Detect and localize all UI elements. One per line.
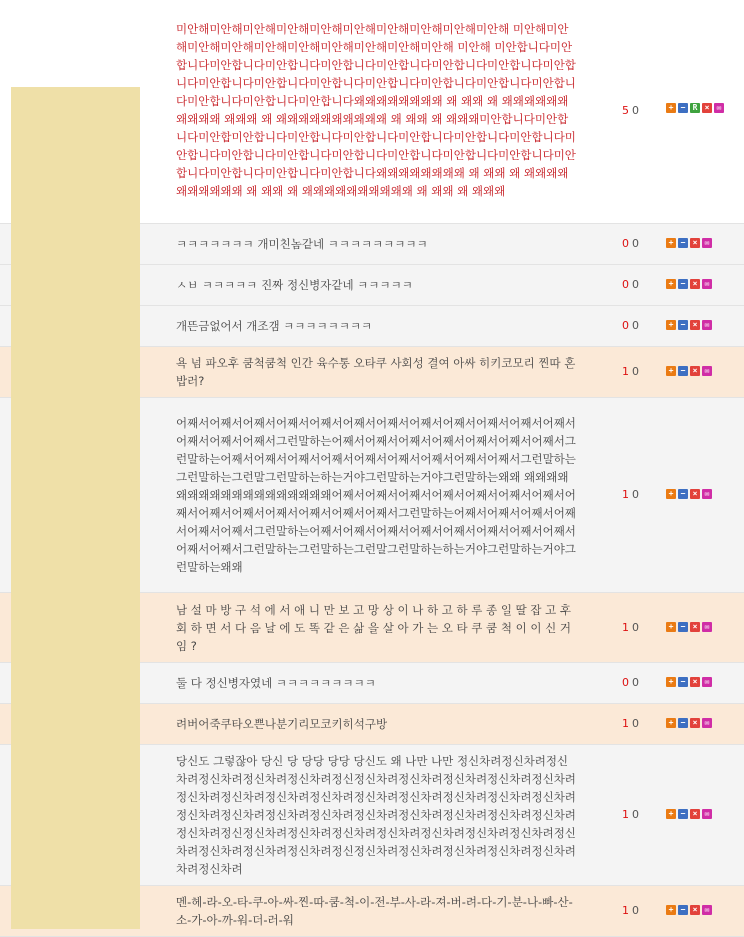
- comment-text: 려버어죽쿠타오쁜나분기리모코키히석구방: [176, 717, 388, 731]
- downvote-button[interactable]: −: [678, 622, 688, 632]
- upvote-button[interactable]: +: [666, 905, 676, 915]
- vote-count: 1 0: [622, 717, 639, 730]
- upvote-button[interactable]: +: [666, 809, 676, 819]
- comment-actions: [666, 622, 712, 632]
- downvote-button[interactable]: −: [678, 905, 688, 915]
- downvote-button[interactable]: −: [678, 366, 688, 376]
- delete-button[interactable]: ×: [702, 103, 712, 113]
- sidebar-highlight-block: [11, 87, 140, 929]
- comment-actions: [666, 809, 712, 819]
- delete-button[interactable]: ×: [690, 718, 700, 728]
- message-button[interactable]: ✉: [702, 905, 712, 915]
- comment-text: 어째서어째서어째서어째서어째서어째서어째서어째서어째서어째서어째서어째서어째서어째서어째서그런말하는어째서어째서어째서어째서어째서어째서어째서그런말하는어째서어째서어째서어째서어째서어째서어째서어째서어째서그런말하는그런말하는그런말그런말하는하는거야그런말하는거야그런말하는왜왜 왜왜왜왜왜왜왜왜왜왜왜왜왜왜왜왜왜왜어째서어째서어째서어째서어째서어째서어째서어째서어째서어째서어째서어째서어째서어째서그런말하는어째서어째서어째서어째서어째서어째서그런말하는어째서어째서어째서어째서어째서어째서어째서어째서어째서어째서그런말하는그런말하는그런말그런말하는하는거야그런말하는거야그런말하는왜왜: [176, 416, 576, 574]
- delete-button[interactable]: ×: [690, 320, 700, 330]
- comment-text: 욕 넘 파오후 쿰척쿰척 인간 육수통 오타쿠 사회성 결여 아싸 히키코모리 찐따 혼밥러?: [176, 356, 576, 388]
- message-button[interactable]: ✉: [702, 238, 712, 248]
- vote-count: 1 0: [622, 488, 639, 501]
- vote-count: 1 0: [622, 621, 639, 634]
- delete-button[interactable]: ×: [690, 489, 700, 499]
- message-button[interactable]: ✉: [714, 103, 724, 113]
- message-button[interactable]: ✉: [702, 809, 712, 819]
- comment-actions: [666, 320, 712, 330]
- upvote-button[interactable]: +: [666, 238, 676, 248]
- downvote-button[interactable]: −: [678, 279, 688, 289]
- delete-button[interactable]: ×: [690, 677, 700, 687]
- delete-button[interactable]: ×: [690, 622, 700, 632]
- vote-count: 0 0: [622, 676, 639, 689]
- comment-text: 미안해미안해미안해미안해미안해미안해미안해미안해미안해미안해 미안해미안해미안해미안해미안해미안해미안해미안해미안해미안해 미안해 미안합니다미안합니다미안합니다미안합니다미안합니다미안합니다미안합니다미안합니다미안합니다미안합니다미안합니다미안합니다미안합니다미안합니다미안합니다미안합니다미안합니다미안합니다미안합니다왜왜왜왜왜왜왜왜 왜 왜왜 왜 왜왜왜왜왜왜왜왜왜왜 왜왜왜 왜 왜왜왜왜왜왜왜왜왜왜 왜 왜왜 왜 왜왜왜미안합니다미안합니다미안합미안합니다미안합니다미안합니다미안합니다미안합니다미안합니다미안합니다미안합니다미안합니다미안합니다미안합니다미안합니다미안합니다미안합니다미안합니다미안합니다미안합니다왜왜왜왜왜왜왜왜 왜 왜왜 왜 왜왜왜왜왜왜왜왜왜왜 왜 왜왜 왜 왜왜왜왜왜왜왜왜왜왜 왜 왜왜 왜 왜왜왜: [176, 22, 576, 198]
- downvote-button[interactable]: −: [678, 320, 688, 330]
- vote-count: 5 0: [622, 104, 639, 117]
- comment-text: 멘-헤-라-오-타-쿠-아-싸-찐-따-쿰-척-이-전-부-사-라-져-버-려-다-기-분-나-빠-산-소-가-아-까-워-더-러-워: [176, 895, 573, 927]
- upvote-button[interactable]: +: [666, 718, 676, 728]
- vote-count: 0 0: [622, 319, 639, 332]
- comment-actions: [666, 366, 712, 376]
- vote-count: 1 0: [622, 808, 639, 821]
- comment-actions: [666, 718, 712, 728]
- upvote-button[interactable]: +: [666, 366, 676, 376]
- delete-button[interactable]: ×: [690, 905, 700, 915]
- comment-actions: [666, 489, 712, 499]
- downvote-button[interactable]: −: [678, 677, 688, 687]
- vote-count: 0 0: [622, 237, 639, 250]
- upvote-button[interactable]: +: [666, 320, 676, 330]
- message-button[interactable]: ✉: [702, 677, 712, 687]
- downvote-button[interactable]: −: [678, 718, 688, 728]
- comment-text: 남 설 마 방 구 석 에 서 애 니 만 보 고 망 상 이 나 하 고 하 루 종 일 딸 잡 고 후 회 하 면 서 다 음 날 에 도 똑 같 은 삶 을 살 아 가 는 오 타 쿠 쿰 척 이 이 신 거 임 ?: [176, 603, 571, 653]
- comment-actions: [666, 279, 712, 289]
- comment-actions: [666, 103, 724, 113]
- message-button[interactable]: ✉: [702, 279, 712, 289]
- delete-button[interactable]: ×: [690, 366, 700, 376]
- downvote-button[interactable]: −: [678, 103, 688, 113]
- delete-button[interactable]: ×: [690, 238, 700, 248]
- message-button[interactable]: ✉: [702, 320, 712, 330]
- comment-text: 당신도 그렇잖아 당신 당 당당 당당 당신도 왜 나만 나만 정신차려정신차려정신차려정신차려정신차려정신차려정신정신차려정신차려정신차려정신차려정신차려정신차려정신차려정신차려정신차려정신차려정신차려정신차려정신차려정신차려정신차려정신차려정신차려정신차려정신차려정신차려정신차려정신차려정신차려정신차려정신정신차려정신차려정신차려정신차려정신차려정신차려정신차려정신차려정신차려정신차려정신차려정신정신차려정신차려정신차려정신차려정신차려차려정신차려: [176, 754, 576, 876]
- message-button[interactable]: ✉: [702, 366, 712, 376]
- comment-text: ㅋㅋㅋㅋㅋㅋㅋ 개미친놈같네 ㅋㅋㅋㅋㅋㅋㅋㅋㅋ: [176, 237, 428, 251]
- vote-count: 1 0: [622, 904, 639, 917]
- message-button[interactable]: ✉: [702, 622, 712, 632]
- vote-count: 0 0: [622, 278, 639, 291]
- comment-actions: [666, 905, 712, 915]
- upvote-button[interactable]: +: [666, 489, 676, 499]
- downvote-button[interactable]: −: [678, 238, 688, 248]
- upvote-button[interactable]: +: [666, 622, 676, 632]
- upvote-button[interactable]: +: [666, 279, 676, 289]
- comment-actions: [666, 238, 712, 248]
- message-button[interactable]: ✉: [702, 718, 712, 728]
- comment-text: 둘 다 정신병자였네 ㅋㅋㅋㅋㅋㅋㅋㅋㅋ: [176, 676, 376, 690]
- message-button[interactable]: ✉: [702, 489, 712, 499]
- delete-button[interactable]: ×: [690, 809, 700, 819]
- upvote-button[interactable]: +: [666, 103, 676, 113]
- delete-button[interactable]: ×: [690, 279, 700, 289]
- downvote-button[interactable]: −: [678, 809, 688, 819]
- comment-actions: [666, 677, 712, 687]
- comment-text: ㅅㅂ ㅋㅋㅋㅋㅋ 진짜 정신병자같네 ㅋㅋㅋㅋㅋ: [176, 278, 413, 292]
- upvote-button[interactable]: +: [666, 677, 676, 687]
- comment-text: 개뜬금없어서 개조갬 ㅋㅋㅋㅋㅋㅋㅋㅋ: [176, 319, 373, 333]
- reply-button[interactable]: R: [690, 103, 700, 113]
- vote-count: 1 0: [622, 365, 639, 378]
- downvote-button[interactable]: −: [678, 489, 688, 499]
